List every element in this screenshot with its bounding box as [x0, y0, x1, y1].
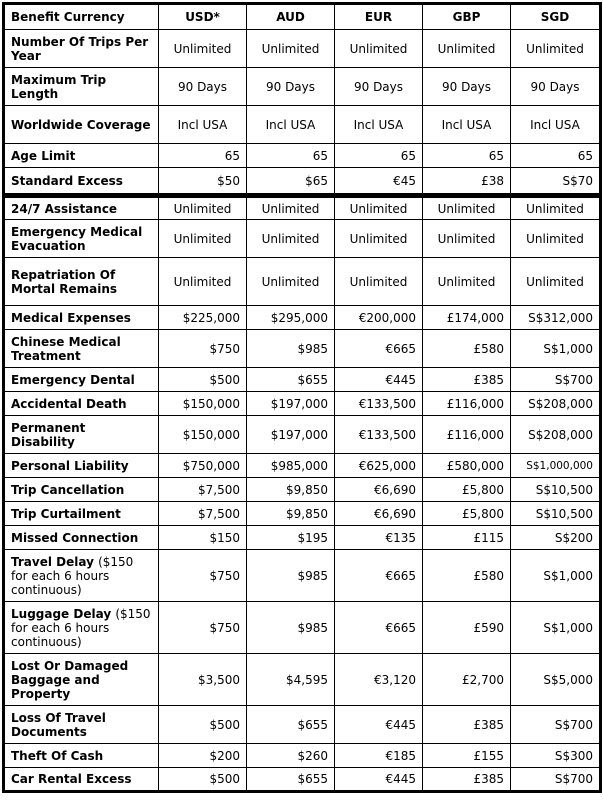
- row-label-text: Number Of Trips Per Year: [11, 34, 149, 63]
- row-value: $4,595: [247, 654, 335, 706]
- row-value: Unlimited: [247, 258, 335, 306]
- row-label: [4, 306, 159, 330]
- row-value: Incl USA: [247, 106, 335, 144]
- table-row: [4, 526, 601, 550]
- row-label-text: Maximum Trip Length: [11, 72, 107, 101]
- row-label-text: Emergency Medical Evacuation: [11, 224, 143, 253]
- row-value: Unlimited: [423, 196, 511, 220]
- row-value: S$70: [511, 168, 601, 196]
- row-value: $9,850: [247, 478, 335, 502]
- row-label-text: Personal Liability: [11, 458, 129, 473]
- row-label: [4, 30, 159, 68]
- row-value: €6,690: [335, 478, 423, 502]
- row-value: $985: [247, 330, 335, 368]
- row-value: $655: [247, 368, 335, 392]
- row-value: S$700: [511, 706, 601, 744]
- row-label-text: Permanent Disability: [11, 420, 86, 449]
- row-value: Unlimited: [159, 30, 247, 68]
- row-label-text: Travel Delay: [11, 554, 94, 569]
- table-row: [4, 392, 601, 416]
- row-label-text: Chinese Medical Treatment: [11, 334, 121, 363]
- table-row: [4, 368, 601, 392]
- row-label: [4, 550, 159, 602]
- row-value: Unlimited: [159, 196, 247, 220]
- row-value: Unlimited: [335, 196, 423, 220]
- row-value: S$1,000: [511, 550, 601, 602]
- row-value: $985,000: [247, 454, 335, 478]
- row-value: $260: [247, 744, 335, 768]
- row-label: [4, 768, 159, 792]
- row-value: 65: [159, 144, 247, 168]
- row-label-text: Missed Connection: [11, 530, 139, 545]
- row-value: S$1,000: [511, 602, 601, 654]
- row-value: €445: [335, 368, 423, 392]
- row-value: €135: [335, 526, 423, 550]
- row-value: S$200: [511, 526, 601, 550]
- table-row: [4, 502, 601, 526]
- row-value: S$208,000: [511, 416, 601, 454]
- row-label: [4, 368, 159, 392]
- row-value: $750: [159, 550, 247, 602]
- row-label-text: Accidental Death: [11, 396, 127, 411]
- row-value: S$10,500: [511, 502, 601, 526]
- row-value: €133,500: [335, 392, 423, 416]
- row-value: €665: [335, 602, 423, 654]
- row-value: S$5,000: [511, 654, 601, 706]
- row-value: Unlimited: [159, 220, 247, 258]
- row-label-text: Age Limit: [11, 148, 76, 163]
- row-value: $655: [247, 768, 335, 792]
- header-label: Benefit Currency: [4, 4, 159, 30]
- row-value: 90 Days: [511, 68, 601, 106]
- row-label-text: Car Rental Excess: [11, 772, 132, 786]
- row-label-note: ($150 for each 6 hours continuous): [11, 606, 151, 649]
- row-value: $985: [247, 550, 335, 602]
- row-value: Unlimited: [247, 30, 335, 68]
- row-value: S$1,000: [511, 330, 601, 368]
- row-value: $750: [159, 602, 247, 654]
- row-label-text: Luggage Delay: [11, 606, 112, 621]
- row-label: [4, 258, 159, 306]
- row-value: Unlimited: [511, 30, 601, 68]
- row-label: [4, 416, 159, 454]
- row-value: $985: [247, 602, 335, 654]
- row-value: S$10,500: [511, 478, 601, 502]
- table-row: [4, 330, 601, 368]
- row-value: Incl USA: [511, 106, 601, 144]
- row-label: [4, 68, 159, 106]
- row-value: $655: [247, 706, 335, 744]
- row-value: S$208,000: [511, 392, 601, 416]
- row-value: £155: [423, 744, 511, 768]
- table-row: [4, 454, 601, 478]
- row-value: €200,000: [335, 306, 423, 330]
- table-row: [4, 220, 601, 258]
- benefits-table: [2, 2, 602, 793]
- row-label: [4, 454, 159, 478]
- table-row: [4, 196, 601, 220]
- row-value: Unlimited: [423, 30, 511, 68]
- row-value: Unlimited: [247, 196, 335, 220]
- table-row: [4, 478, 601, 502]
- row-value: $195: [247, 526, 335, 550]
- table-row: [4, 106, 601, 144]
- row-label-note: ($150 for each 6 hours continuous): [11, 554, 134, 597]
- row-value: $500: [159, 368, 247, 392]
- row-value: $7,500: [159, 502, 247, 526]
- table-row: [4, 706, 601, 744]
- table-body: [4, 30, 601, 792]
- row-label-text: Lost Or Damaged Baggage and Property: [11, 658, 129, 701]
- row-value: £580,000: [423, 454, 511, 478]
- row-value: 90 Days: [423, 68, 511, 106]
- row-value: €185: [335, 744, 423, 768]
- row-value: £115: [423, 526, 511, 550]
- row-label: [4, 144, 159, 168]
- currency-header-gbp: GBP: [423, 4, 511, 30]
- currency-header-sgd: SGD: [511, 4, 601, 30]
- row-value: $50: [159, 168, 247, 196]
- row-value: €3,120: [335, 654, 423, 706]
- row-label: [4, 502, 159, 526]
- row-label: [4, 106, 159, 144]
- row-value: $750: [159, 330, 247, 368]
- row-value: $500: [159, 768, 247, 792]
- row-label-text: Theft Of Cash: [11, 748, 104, 763]
- currency-header-aud: AUD: [247, 4, 335, 30]
- row-value: €45: [335, 168, 423, 196]
- row-value: $295,000: [247, 306, 335, 330]
- table-row: [4, 416, 601, 454]
- row-value: Unlimited: [335, 258, 423, 306]
- table-row: [4, 654, 601, 706]
- row-value: $9,850: [247, 502, 335, 526]
- row-value: €665: [335, 550, 423, 602]
- row-value: $150,000: [159, 392, 247, 416]
- row-label: [4, 478, 159, 502]
- row-value: £385: [423, 706, 511, 744]
- row-label-text: Medical Expenses: [11, 310, 131, 325]
- row-value: $500: [159, 706, 247, 744]
- row-label: [4, 744, 159, 768]
- table-row: [4, 68, 601, 106]
- row-value: £385: [423, 768, 511, 792]
- row-value: £174,000: [423, 306, 511, 330]
- table-row: [4, 550, 601, 602]
- row-label-text: 24/7 Assistance: [11, 201, 118, 216]
- row-value: Unlimited: [511, 220, 601, 258]
- row-value: 65: [247, 144, 335, 168]
- row-value: £580: [423, 330, 511, 368]
- row-value: S$300: [511, 744, 601, 768]
- row-value: $200: [159, 744, 247, 768]
- row-value: €133,500: [335, 416, 423, 454]
- row-value: S$700: [511, 768, 601, 792]
- row-value: £580: [423, 550, 511, 602]
- row-value: 65: [511, 144, 601, 168]
- currency-header-eur: EUR: [335, 4, 423, 30]
- row-label-text: Trip Cancellation: [11, 482, 125, 497]
- row-value: 65: [335, 144, 423, 168]
- row-value: $197,000: [247, 392, 335, 416]
- row-label: [4, 602, 159, 654]
- row-label: [4, 330, 159, 368]
- row-label: [4, 706, 159, 744]
- table-row: [4, 602, 601, 654]
- row-value: €445: [335, 706, 423, 744]
- row-value: Unlimited: [423, 258, 511, 306]
- row-value: 90 Days: [335, 68, 423, 106]
- table-row: [4, 168, 601, 196]
- row-value: Unlimited: [159, 258, 247, 306]
- row-value: €445: [335, 768, 423, 792]
- currency-header-usd: USD*: [159, 4, 247, 30]
- row-label: [4, 392, 159, 416]
- row-value: £116,000: [423, 392, 511, 416]
- table-row: [4, 306, 601, 330]
- row-value: 90 Days: [159, 68, 247, 106]
- table-row: [4, 744, 601, 768]
- row-value: $150: [159, 526, 247, 550]
- row-label-text: Worldwide Coverage: [11, 117, 151, 132]
- row-value: $225,000: [159, 306, 247, 330]
- row-label: [4, 168, 159, 196]
- row-value: $7,500: [159, 478, 247, 502]
- row-value: €6,690: [335, 502, 423, 526]
- row-label: [4, 654, 159, 706]
- table-row: [4, 768, 601, 792]
- table-row: [4, 258, 601, 306]
- row-value: S$1,000,000: [511, 454, 601, 478]
- row-label-text: Standard Excess: [11, 173, 123, 188]
- row-value: 90 Days: [247, 68, 335, 106]
- row-value: $150,000: [159, 416, 247, 454]
- row-value: Unlimited: [423, 220, 511, 258]
- row-value: S$700: [511, 368, 601, 392]
- row-value: Incl USA: [159, 106, 247, 144]
- row-value: £5,800: [423, 502, 511, 526]
- row-label-text: Repatriation Of Mortal Remains: [11, 267, 118, 296]
- row-value: Unlimited: [511, 196, 601, 220]
- row-label-text: Emergency Dental: [11, 372, 135, 387]
- row-value: Unlimited: [335, 220, 423, 258]
- row-value: Incl USA: [335, 106, 423, 144]
- row-label-text: Loss Of Travel Documents: [11, 710, 106, 739]
- row-label: [4, 220, 159, 258]
- row-value: Unlimited: [335, 30, 423, 68]
- row-value: £5,800: [423, 478, 511, 502]
- row-value: £590: [423, 602, 511, 654]
- row-value: Unlimited: [511, 258, 601, 306]
- row-value: $65: [247, 168, 335, 196]
- row-value: $3,500: [159, 654, 247, 706]
- row-value: Incl USA: [423, 106, 511, 144]
- row-value: £385: [423, 368, 511, 392]
- table-row: [4, 144, 601, 168]
- row-value: £38: [423, 168, 511, 196]
- row-value: $750,000: [159, 454, 247, 478]
- table-row: [4, 30, 601, 68]
- row-value: 65: [423, 144, 511, 168]
- table-header-row: [4, 4, 601, 30]
- row-value: S$312,000: [511, 306, 601, 330]
- row-value: £2,700: [423, 654, 511, 706]
- row-label: [4, 196, 159, 220]
- row-value: €665: [335, 330, 423, 368]
- row-value: $197,000: [247, 416, 335, 454]
- row-value: Unlimited: [247, 220, 335, 258]
- row-label: [4, 526, 159, 550]
- row-label-text: Trip Curtailment: [11, 506, 121, 521]
- row-value: £116,000: [423, 416, 511, 454]
- row-value: €625,000: [335, 454, 423, 478]
